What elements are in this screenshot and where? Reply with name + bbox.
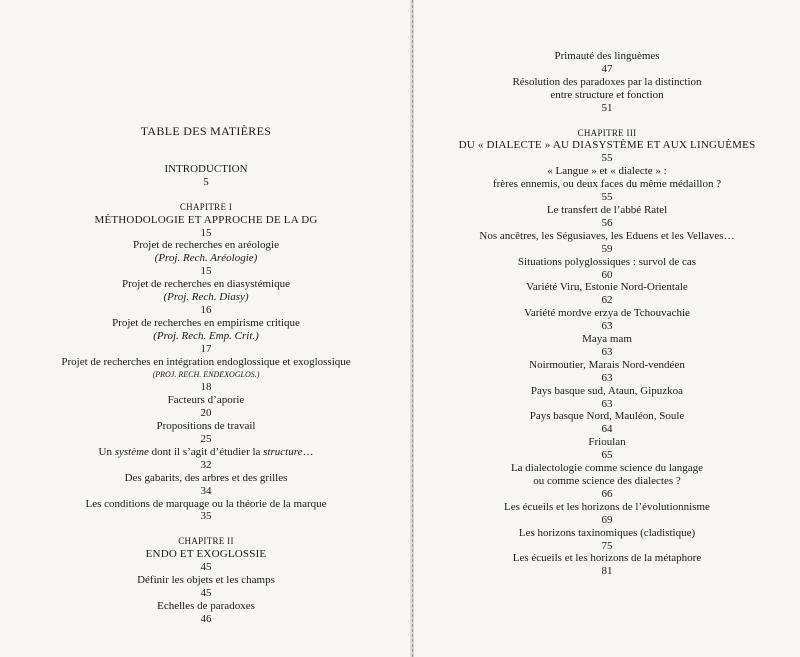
toc-entry-title: Les écueils et les horizons de la métaphore [512, 552, 702, 565]
toc-entry-title: Noirmoutier, Marais Nord-vendéen [529, 358, 685, 371]
left-toc-column [0, 125, 412, 626]
toc-entry-title: Variété Viru, Estonie Nord-Orientale [526, 281, 688, 294]
chapter1-label: CHAPITRE I [179, 201, 233, 212]
chapter3-label: CHAPITRE III [577, 127, 637, 138]
toc-entry-title: Variété mordve erzya de Tchouvachie [524, 307, 690, 320]
chapter3-page: 55 [601, 152, 613, 165]
toc-entry-page: 69 [601, 513, 613, 526]
toc-entry-title: Les conditions de marquage ou la théorie de la marque [85, 497, 327, 510]
chapter2-page: 45 [200, 561, 212, 574]
toc-entry-page: 63 [601, 320, 613, 333]
toc-entry-title: Des gabarits, des arbres et des grilles [124, 471, 288, 484]
toc-entry-title: Maya mam [582, 333, 632, 346]
toc-entry-title: Pays basque sud, Ataun, Gipuzkoa [530, 384, 684, 397]
toc-entry-page: 20 [200, 407, 212, 420]
toc-entry-page: 18 [200, 381, 212, 394]
toc-entry-page: 17 [200, 342, 212, 355]
chapter2-title: ENDO ET EXOGLOSSIE [145, 548, 267, 561]
toc-entry-page: 63 [601, 345, 613, 358]
toc-entry-page: 45 [200, 587, 212, 599]
toc-entry-page: 60 [601, 268, 613, 281]
toc-entry-title: Pays basque Nord, Mauléon, Soule [529, 410, 685, 423]
toc-entry-title: Primauté des linguèmes [554, 50, 660, 62]
toc-entry-page: 46 [200, 612, 212, 625]
toc-entry-title: Frioulan [588, 436, 626, 449]
toc-entry-title: Facteurs d’aporie [167, 394, 245, 407]
toc-entry-page: 64 [601, 423, 613, 436]
toc-entry-page: 25 [200, 433, 212, 446]
toc-entry-title: Projet de recherches en aréologie [133, 239, 279, 252]
toc-entry-subtitle: (PROJ. RECH. ENDEXOGLOS.) [152, 369, 260, 379]
right-page [414, 0, 800, 657]
toc-entry-subtitle: (Proj. Rech. Emp. Crit.) [153, 329, 259, 342]
toc-entry-title: Les écueils et les horizons de l’évolutionnisme [504, 500, 710, 513]
chapter1-page: 15 [200, 226, 212, 239]
toc-entry-page: 65 [601, 449, 613, 462]
toc-entry-page: 51 [601, 101, 613, 114]
toc-entry-title: Echelles de paradoxes [157, 599, 255, 612]
toc-entry-title: « Langue » et « dialecte » : [547, 165, 667, 178]
chapter1-title: MÉTHODOLOGIE ET APPROCHE DE LA DG [94, 213, 318, 226]
toc-entry-subtitle: (Proj. Rech. Aréologie) [154, 252, 258, 265]
toc-entry-title: La dialectologie comme science du langage [510, 462, 704, 475]
toc-entry-page: 62 [601, 294, 613, 307]
toc-entry-subtitle: (Proj. Rech. Diasy) [163, 291, 249, 304]
toc-entry-title-cont: entre structure et fonction [550, 88, 664, 101]
toc-entry-page: 47 [601, 62, 613, 75]
toc-entry-title: Situations polyglossiques : survol de cas [517, 255, 697, 268]
toc-entry-page: 63 [601, 371, 613, 384]
toc-entry-page: 15 [200, 265, 212, 278]
right-toc-column [414, 50, 800, 578]
toc-entry-title: Résolution des paradoxes par la distinction [512, 75, 702, 88]
intro-title: INTRODUCTION [164, 162, 248, 175]
toc-entry-title: Le transfert de l’abbé Ratel [546, 203, 668, 216]
toc-entry-page: 59 [601, 242, 613, 255]
chapter3-title: DU « DIALECTE » AU DIASYSTÈME ET AUX LINGUÈMES [458, 139, 756, 152]
toc-entry-title: Nos ancêtres, les Ségusiaves, les Eduens et les Vellaves… [479, 229, 735, 242]
toc-entry-title-cont: ou comme science des dialectes ? [533, 475, 681, 487]
toc-entry-page: 63 [601, 397, 613, 410]
chapter2-label: CHAPITRE II [178, 536, 234, 547]
toc-entry-page: 75 [601, 539, 613, 552]
toc-entry-page: 34 [200, 484, 212, 497]
toc-entry-page: 56 [601, 216, 613, 229]
toc-title: TABLE DES MATIÈRES [140, 124, 272, 138]
toc-entry-page: 81 [601, 565, 613, 578]
toc-entry-title: Un système dont il s’agit d’étudier la structure… [98, 445, 314, 458]
toc-entry-title: Les horizons taxinomiques (cladistique) [518, 526, 696, 539]
toc-entry-page: 16 [200, 303, 212, 316]
toc-entry-page: 55 [601, 191, 613, 204]
toc-entry-page: 32 [200, 458, 212, 471]
toc-entry-title: Projet de recherches en diasystémique [122, 278, 290, 291]
toc-entry-title: Propositions de travail [156, 420, 256, 433]
toc-entry-title: Projet de recherches en empirisme critique [112, 316, 300, 329]
intro-page: 5 [203, 175, 209, 188]
toc-entry-title: Projet de recherches en intégration endoglossique et exoglossique [61, 355, 351, 368]
toc-entry-page: 35 [200, 510, 212, 523]
toc-entry-title: Définir les objets et les champs [137, 574, 275, 587]
toc-entry-page: 66 [601, 487, 613, 500]
toc-entry-title-cont: frères ennemis, ou deux faces du même médaillon ? [492, 178, 722, 191]
